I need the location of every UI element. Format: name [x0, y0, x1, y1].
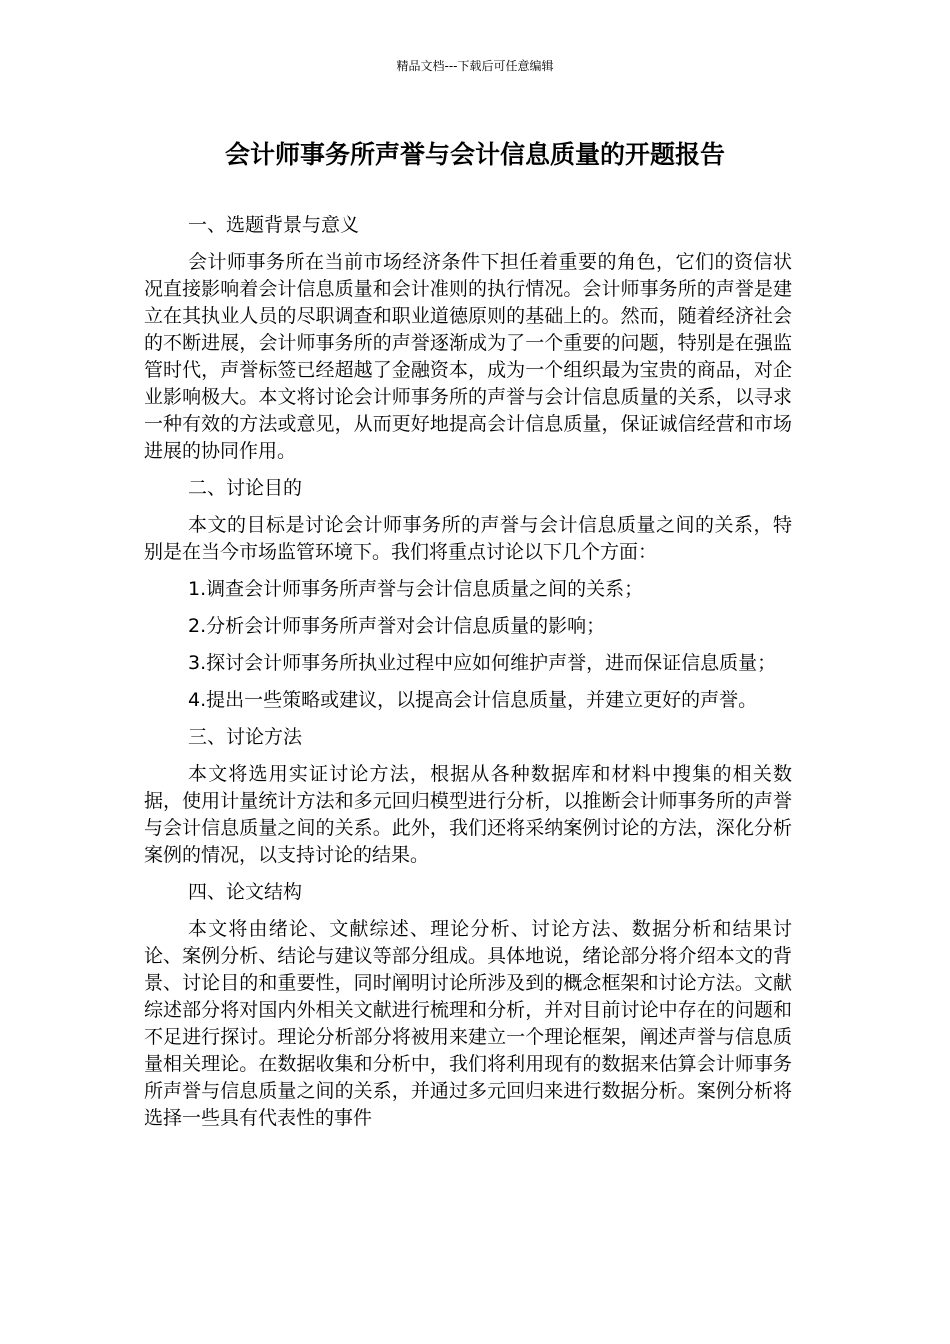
section-heading: 三、讨论方法 — [188, 726, 303, 748]
section-purpose — [144, 475, 792, 714]
section-method — [144, 724, 792, 869]
document-body — [144, 212, 792, 1142]
section-structure — [144, 879, 792, 1132]
list-item: 4.提出一些策略或建议，以提高会计信息质量，并建立更好的声誉。 — [188, 689, 758, 711]
body-paragraph: 会计师事务所在当前市场经济条件下担任着重要的角色，它们的资信状况直接影响着会计信息质量和会计准则的执行情况。会计师事务所的声誉是建立在其执业人员的尽职调查和职业道德原则的基础上的。然而，随着经济社会的不断进展，会计师事务所的声誉逐渐成为了一个重要的问题，特别是在强监管时代，声誉标签已经超越了金融资本，成为一个组织最为宝贵的商品，对企业影响极大。本文将讨论会计师事务所的声誉与会计信息质量的关系，以寻求一种有效的方法或意见，从而更好地提高会计信息质量，保证诚信经营和市场进展的协同作用。 — [144, 251, 792, 462]
section-heading: 一、选题背景与意义 — [188, 214, 360, 236]
list-item: 2.分析会计师事务所声誉对会计信息质量的影响； — [188, 615, 606, 637]
section-heading: 四、论文结构 — [188, 881, 303, 903]
list-item: 1.调查会计师事务所声誉与会计信息质量之间的关系； — [188, 578, 644, 600]
section-background — [144, 212, 792, 465]
section-heading: 二、讨论目的 — [188, 477, 303, 499]
document-title: 会计师事务所声誉与会计信息质量的开题报告 — [224, 140, 725, 169]
body-paragraph: 本文将由绪论、文献综述、理论分析、讨论方法、数据分析和结果讨论、案例分析、结论与建议等部分组成。具体地说，绪论部分将介绍本文的背景、讨论目的和重要性，同时阐明讨论所涉及到的概念框架和讨论方法。文献综述部分将对国内外相关文献进行梳理和分析，并对目前讨论中存在的问题和不足进行探讨。理论分析部分将被用来建立一个理论框架，阐述声誉与信息质量相关理论。在数据收集和分析中，我们将利用现有的数据来估算会计师事务所声誉与信息质量之间的关系，并通过多元回归来进行数据分析。案例分析将选择一些具有代表性的事件 — [144, 918, 792, 1129]
list-item: 3.探讨会计师事务所执业过程中应如何维护声誉，进而保证信息质量； — [188, 652, 777, 674]
body-paragraph: 本文的目标是讨论会计师事务所的声誉与会计信息质量之间的关系，特别是在当今市场监管环境下。我们将重点讨论以下几个方面： — [144, 514, 792, 563]
body-paragraph: 本文将选用实证讨论方法，根据从各种数据库和材料中搜集的相关数据，使用计量统计方法和多元回归模型进行分析，以推断会计师事务所的声誉与会计信息质量之间的关系。此外，我们还将采纳案例讨论的方法，深化分析案例的情况，以支持讨论的结果。 — [144, 763, 792, 866]
page-header-note: 精品文档---下载后可任意编辑 — [396, 59, 554, 73]
